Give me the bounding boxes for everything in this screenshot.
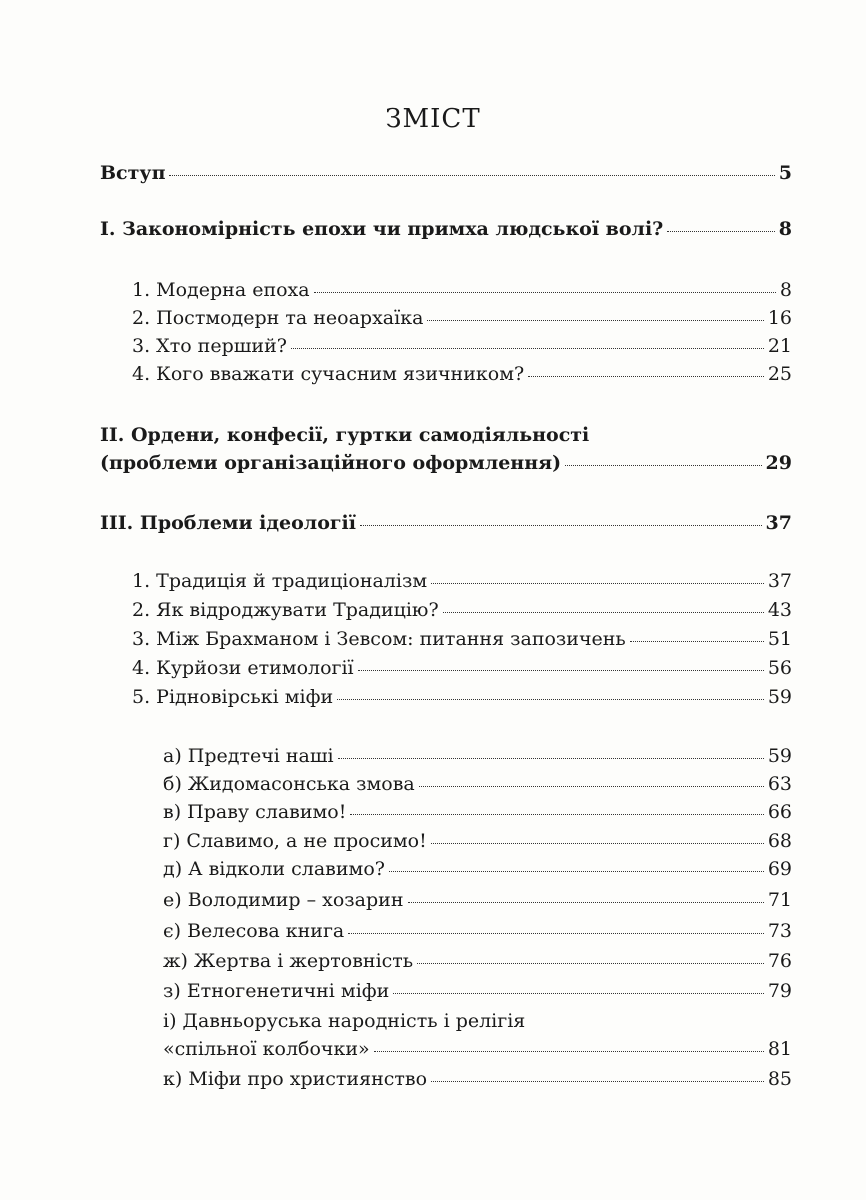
toc-entry-label: 3. Між Брахманом і Зевсом: питання запозичень xyxy=(132,628,626,650)
toc-page-number: 59 xyxy=(767,745,792,767)
toc-page-number: 59 xyxy=(767,686,792,708)
toc-page-number: 81 xyxy=(767,1038,792,1060)
toc-entry-label: «спільної колбочки» xyxy=(163,1038,370,1060)
toc-entry-label: 4. Кого вважати сучасним язичником? xyxy=(132,363,525,385)
toc-entry-myth-a xyxy=(163,745,792,767)
toc-page-number: 43 xyxy=(767,599,792,621)
toc-page-number: 25 xyxy=(767,363,792,385)
toc-entry-label: ж) Жертва і жертовність xyxy=(163,950,414,972)
toc-entry-label: III. Проблеми ідеології xyxy=(100,512,356,534)
toc-page-number: 68 xyxy=(767,830,792,852)
toc-entry-chapter-1 xyxy=(100,218,792,240)
dot-leader xyxy=(374,1051,764,1052)
toc-entry-myth-h xyxy=(163,830,792,852)
dot-leader xyxy=(431,583,764,584)
toc-entry-myth-b xyxy=(163,773,792,795)
toc-entry-myth-k xyxy=(163,1068,792,1090)
toc-page-number: 8 xyxy=(778,218,792,240)
toc-entry-myth-zh xyxy=(163,950,792,972)
toc-entry-label: 3. Хто перший? xyxy=(132,335,287,357)
dot-leader xyxy=(360,525,762,526)
toc-page-number: 69 xyxy=(767,858,792,880)
toc-page-number: 56 xyxy=(767,657,792,679)
toc-entry-label: 4. Курйози етимології xyxy=(132,657,354,679)
toc-page-number: 73 xyxy=(767,920,792,942)
dot-leader xyxy=(350,814,763,815)
dot-leader xyxy=(314,292,776,293)
toc-entry-label: е) Володимир – хозарин xyxy=(163,889,404,911)
toc-entry-chapter-2-line-1: II. Ордени, конфесії, гуртки самодіяльності xyxy=(100,424,590,446)
toc-entry-1-2 xyxy=(132,307,792,329)
toc-entry-label: г) Славимо, а не просимо! xyxy=(163,830,427,852)
toc-entry-1-4 xyxy=(132,363,792,385)
dot-leader xyxy=(338,758,764,759)
dot-leader xyxy=(667,231,774,232)
toc-page-number: 76 xyxy=(767,950,792,972)
toc-entry-3-2 xyxy=(132,599,792,621)
toc-entry-myth-e xyxy=(163,889,792,911)
toc-page-number: 29 xyxy=(765,452,792,474)
toc-entry-chapter-3 xyxy=(100,512,792,534)
toc-entry-myth-ye xyxy=(163,920,792,942)
toc-entry-3-4 xyxy=(132,657,792,679)
toc-entry-chapter-2 xyxy=(100,452,792,474)
toc-entry-3-1 xyxy=(132,570,792,592)
dot-leader xyxy=(408,902,764,903)
toc-entry-myth-v xyxy=(163,801,792,823)
page-title: ЗМІСТ xyxy=(385,104,481,134)
toc-page-number: 37 xyxy=(765,512,792,534)
toc-entry-myth-i-line-1: і) Давньоруська народність і релігія xyxy=(163,1010,526,1032)
dot-leader xyxy=(291,348,764,349)
toc-entry-label: Вступ xyxy=(100,162,166,184)
toc-entry-label: 2. Постмодерн та неоархаїка xyxy=(132,307,424,329)
toc-entry-label: 5. Рідновірські міфи xyxy=(132,686,334,708)
toc-page-number: 85 xyxy=(767,1068,792,1090)
dot-leader xyxy=(565,465,761,466)
toc-entry-3-3 xyxy=(132,628,792,650)
dot-leader xyxy=(427,320,763,321)
toc-entry-label: к) Міфи про християнство xyxy=(163,1068,428,1090)
toc-entry-label: (проблеми організаційного оформлення) xyxy=(100,452,562,474)
toc-page-number: 79 xyxy=(767,980,792,1002)
dot-leader xyxy=(358,670,764,671)
toc-entry-1-3 xyxy=(132,335,792,357)
toc-entry-1-1 xyxy=(132,279,792,301)
toc-entry-label: 1. Модерна епоха xyxy=(132,279,310,301)
toc-entry-myth-d xyxy=(163,858,792,880)
dot-leader xyxy=(443,612,764,613)
toc-entry-myth-z xyxy=(163,980,792,1002)
dot-leader xyxy=(169,175,774,176)
dot-leader xyxy=(528,376,764,377)
dot-leader xyxy=(419,786,764,787)
dot-leader xyxy=(417,963,764,964)
dot-leader xyxy=(431,843,764,844)
toc-page-number: 5 xyxy=(778,162,792,184)
toc-entry-label: 2. Як відроджувати Традицію? xyxy=(132,599,439,621)
toc-entry-label: з) Етногенетичні міфи xyxy=(163,980,390,1002)
dot-leader xyxy=(389,871,764,872)
toc-entry-label: I. Закономірність епохи чи примха людської волі? xyxy=(100,218,664,240)
toc-page-number: 51 xyxy=(767,628,792,650)
dot-leader xyxy=(431,1081,764,1082)
dot-leader xyxy=(337,699,764,700)
toc-entry-label: в) Праву славимо! xyxy=(163,801,347,823)
toc-entry-label: а) Предтечі наші xyxy=(163,745,334,767)
toc-page-number: 63 xyxy=(767,773,792,795)
toc-entry-intro xyxy=(100,162,792,184)
toc-page-number: 71 xyxy=(767,889,792,911)
dot-leader xyxy=(393,993,764,994)
toc-entry-myth-i xyxy=(163,1038,792,1060)
toc-page-number: 66 xyxy=(767,801,792,823)
toc-entry-label: є) Велесова книга xyxy=(163,920,345,942)
toc-entry-label: б) Жидомасонська змова xyxy=(163,773,415,795)
toc-page-number: 16 xyxy=(767,307,792,329)
toc-page-number: 8 xyxy=(779,279,792,301)
toc-entry-label: д) А відколи славимо? xyxy=(163,858,385,880)
toc-entry-label: 1. Традиція й традиціоналізм xyxy=(132,570,428,592)
dot-leader xyxy=(630,641,764,642)
toc-page-number: 21 xyxy=(767,335,792,357)
toc-page-number: 37 xyxy=(767,570,792,592)
dot-leader xyxy=(348,933,764,934)
toc-entry-3-5 xyxy=(132,686,792,708)
